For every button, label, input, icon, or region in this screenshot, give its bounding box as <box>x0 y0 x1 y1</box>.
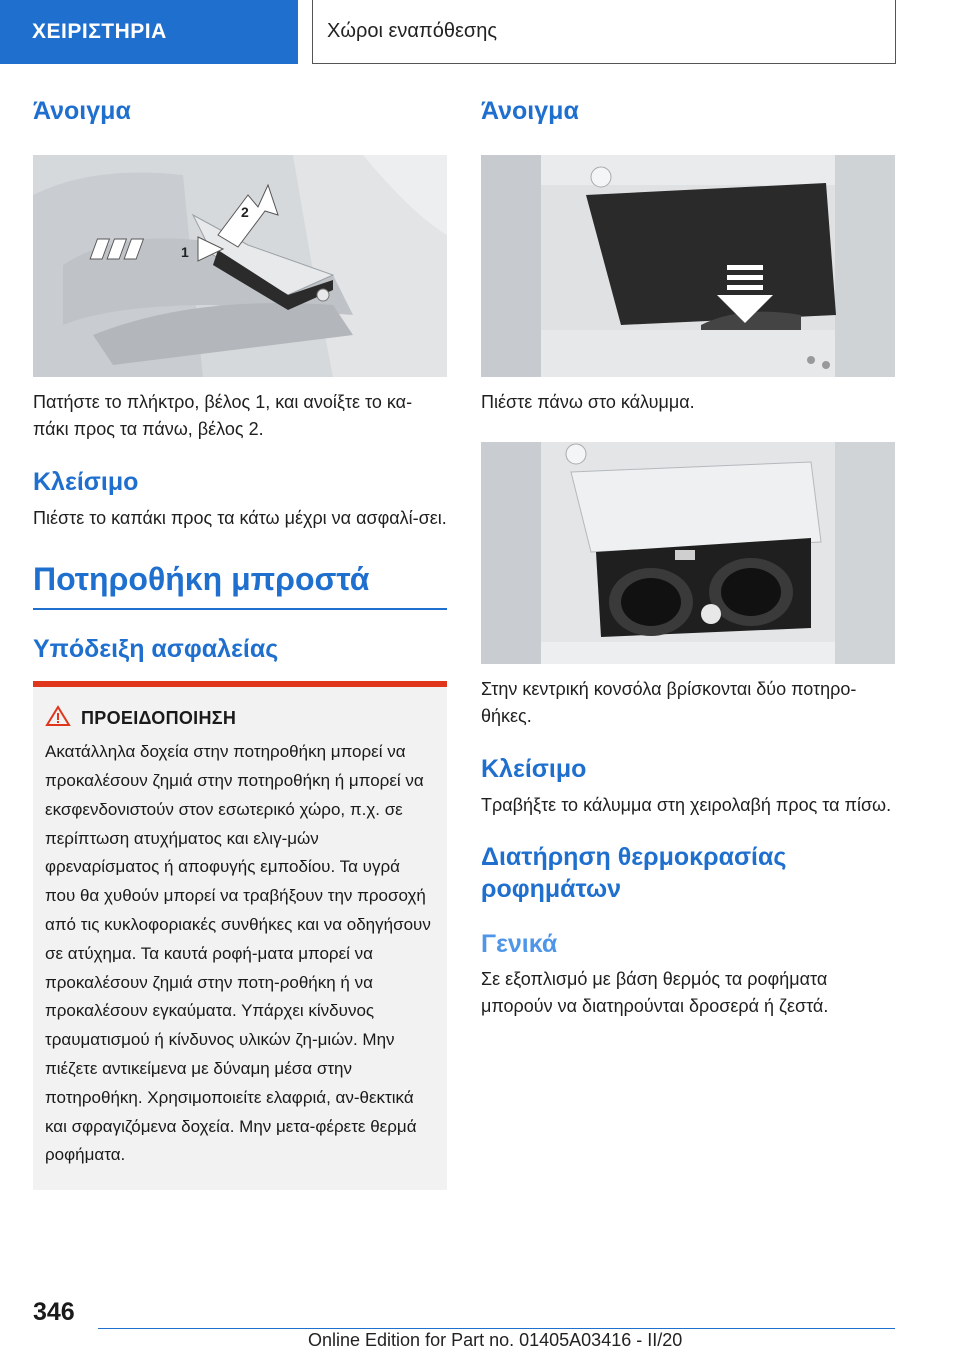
left-column <box>33 96 447 1190</box>
footer-edition: Online Edition for Part no. 01405A03416 - II/20 <box>308 1330 683 1350</box>
warning-box <box>33 681 447 1190</box>
chapter-tab: ΧΕΙΡΙΣΤΗΡΙΑ <box>0 0 298 64</box>
figure2-caption: Πιέστε πάνω στο κάλυμμα. <box>481 392 695 413</box>
general-text: Σε εξοπλισμό με βάση θερμός τα ροφήματα μπορούν να διατηρούνται δροσερά ή ζεστά. <box>481 968 829 1016</box>
warning-title: ΠΡΟΕΙΔΟΠΟΙΗΣΗ <box>81 708 237 729</box>
footer-rule <box>98 1328 895 1329</box>
armrest-figure <box>33 155 447 377</box>
console-cover-figure <box>481 155 895 377</box>
cupholders-figure <box>481 442 895 664</box>
closing-text-right: Τραβήξτε το κάλυμμα στη χειρολαβή προς τα πίσω. <box>481 794 892 815</box>
opening-heading-left: Άνοιγμα <box>33 97 131 125</box>
arrow-label-2: 2 <box>241 204 249 221</box>
cupholder-heading: Ποτηροθήκη μπροστά <box>33 560 370 597</box>
figure1-caption: Πατήστε το πλήκτρο, βέλος 1, και ανοίξτε το κα-πάκι προς τα πάνω, βέλος 2. <box>33 392 413 440</box>
closing-heading-right: Κλείσιμο <box>481 755 587 784</box>
console-cover-illustration <box>481 155 895 377</box>
heading-rule <box>33 608 447 610</box>
opening-heading-right: Άνοιγμα <box>481 97 579 125</box>
page-number: 346 <box>33 1298 75 1326</box>
figure3-caption: Στην κεντρική κονσόλα βρίσκονται δύο ποτηρο-θήκες. <box>481 679 857 727</box>
right-column <box>481 96 895 1020</box>
warning-text: Ακατάλληλα δοχεία στην ποτηροθήκη μπορεί να προκαλέσουν ζημιά στην ποτηροθήκη ή μπορεί να εκσφενδονιστούν στον εσωτερικό χώρο, π.χ. σε περίπτωση ατυχήματος και ελιγ-μών φρεναρίσματος ή αποφυγής εμποδίου. Τα υγρά που θα χυθούν μπορεί να τραβήξουν την προσοχή από τις κυκλοφοριακές συνθήκες και να οδηγήσουν σε ατύχημα. Τα καυτά ροφή-ματα μπορεί να προκαλέσουν ζημιά στην ποτη-ροθήκη ή να προκαλέσουν εγκαύματα. Υπάρχει κίνδυνος τραυματισμού ή κίνδυνος υλικών ζη-μιών. Μην πιέζετε αντικείμενα με δύναμη μέσα στην ποτηροθήκη. Χρησιμοποιείτε ελαφριά, αν-θεκτικά και σφραγιζόμενα δοχεία. Μην μετα-φέρετε θερμά ροφήματα. <box>45 742 431 1165</box>
general-heading: Γενικά <box>481 929 558 958</box>
warning-triangle-icon <box>45 705 71 732</box>
closing-heading-left: Κλείσιμο <box>33 468 139 497</box>
section-title: Χώροι εναπόθεσης <box>312 0 896 64</box>
safety-heading: Υπόδειξη ασφαλείας <box>33 634 279 663</box>
temp-heading: Διατήρηση θερμοκρασίας ροφημάτων <box>481 842 787 903</box>
cupholders-illustration <box>481 442 895 664</box>
arrow-label-1: 1 <box>181 244 189 261</box>
warning-header <box>45 705 433 732</box>
armrest-illustration <box>33 155 447 377</box>
closing-text-left: Πιέστε το καπάκι προς τα κάτω μέχρι να ασφαλί-σει. <box>33 507 447 528</box>
